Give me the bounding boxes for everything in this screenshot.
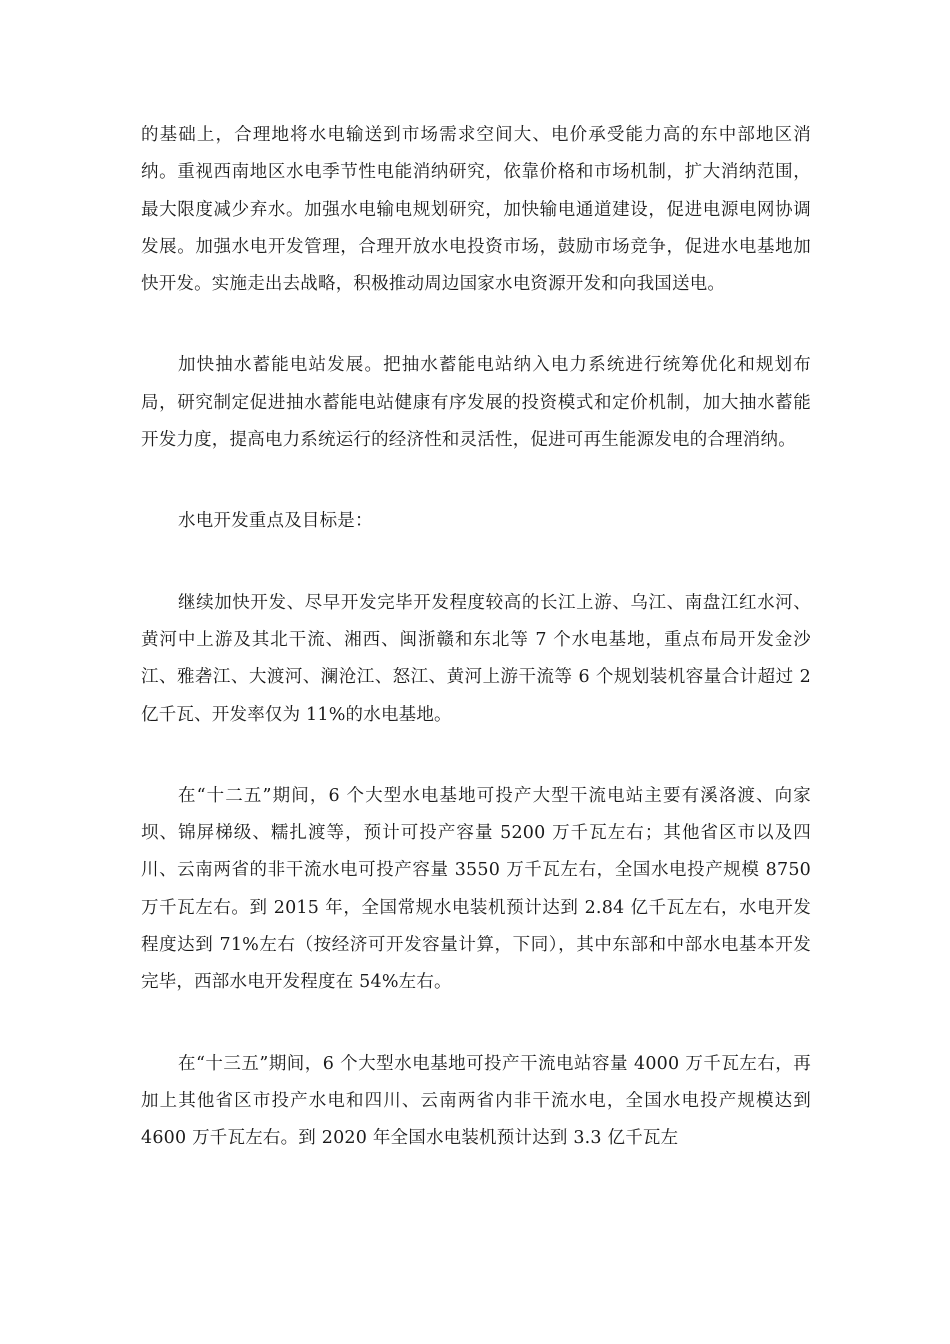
paragraph-thirteenth-five-year: 在“十三五”期间，6 个大型水电基地可投产干流电站容量 4000 万千瓦左右，再加上其他省区市投产水电和四川、云南两省内非干流水电，全国水电投产规模达到 4600 万千瓦左右。到 2020 年全国水电装机预计达到 3.3 亿千瓦左 [141, 1053, 811, 1149]
paragraph-pumped-storage: 加快抽水蓄能电站发展。把抽水蓄能电站纳入电力系统进行统筹优化和规划布局，研究制定促进抽水蓄能电站健康有序发展的投资模式和定价机制，加大抽水蓄能开发力度，提高电力系统运行的经济性和灵活性，促进可再生能源发电的合理消纳。 [141, 355, 811, 451]
paragraph-hydro-transmission: 的基础上，合理地将水电输送到市场需求空间大、电价承受能力高的东中部地区消纳。重视西南地区水电季节性电能消纳研究，依靠价格和市场机制，扩大消纳范围，最大限度减少弃水。加强水电输电规划研究，加快输电通道建设，促进电源电网协调发展。加强水电开发管理，合理开放水电投资市场，鼓励市场竞争，促进水电基地加快开发。实施走出去战略，积极推动周边国家水电资源开发和向我国送电。 [141, 125, 811, 295]
paragraph-key-targets-heading: 水电开发重点及目标是： [178, 511, 373, 532]
paragraph-twelfth-five-year: 在“十二五”期间，6 个大型水电基地可投产大型干流电站主要有溪洛渡、向家坝、锦屏梯级、糯扎渡等，预计可投产容量 5200 万千瓦左右；其他省区市以及四川、云南两省的非干流水电可投产容量 3550 万千瓦左右，全国水电投产规模 8750 万千瓦左右。到 2015 年，全国常规水电装机预计达到 2.84 亿千瓦左右，水电开发程度达到 71%左右（按经济可开发容量计算，下同），其中东部和中部水电基本开发完毕，西部水电开发程度在 54%左右。 [141, 785, 811, 993]
document-body [141, 117, 811, 1158]
paragraph-hydro-bases: 继续加快开发、尽早开发完毕开发程度较高的长江上游、乌江、南盘江红水河、黄河中上游及其北干流、湘西、闽浙赣和东北等 7 个水电基地，重点布局开发金沙江、雅砻江、大渡河、澜沧江、怒江、黄河上游干流等 6 个规划装机容量合计超过 2 亿千瓦、开发率仅为 11%的水电基地。 [141, 592, 811, 725]
